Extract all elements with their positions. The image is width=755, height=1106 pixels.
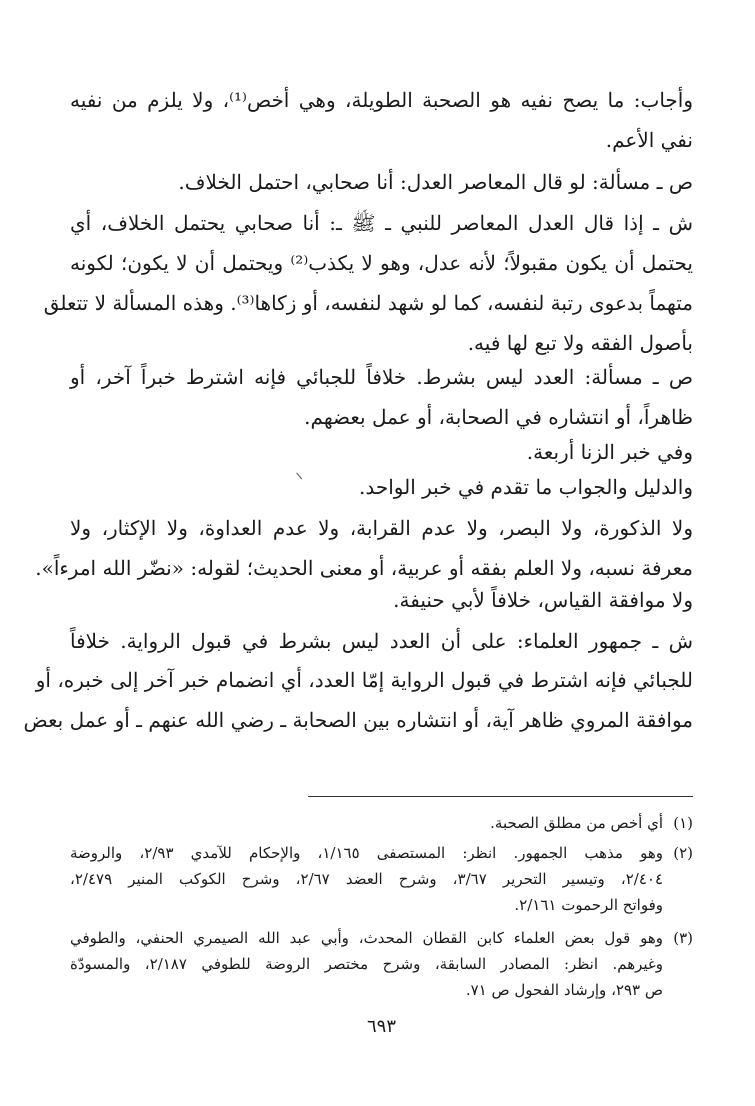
footnote-3-line-1: وهو قول بعض العلماء كابن القطان المحدث، وأبي عبد الله الصيمري الحنفي، والطوفي	[70, 929, 663, 947]
paragraph-5-line-1: وفي خبر الزنا أربعة.	[526, 440, 693, 464]
paragraph-7-line-3: ولا موافقة القياس، خلافاً لأبي حنيفة.	[393, 588, 693, 612]
paragraph-4-line-2: ظاهراً، أو انتشاره في الصحابة، أو عمل بعضهم.	[304, 405, 693, 429]
paragraph-8-line-2: للجبائي فإنه اشترط في قبول الرواية إمّا العدد، أي انضمام خبر آخر إلى خبره، أو	[35, 668, 693, 692]
footnote-2-number: (٢)	[673, 844, 693, 862]
footnote-1-number: (١)	[673, 814, 693, 832]
paragraph-2-line-1: ص ـ مسألة: لو قال المعاصر العدل: أنا صحابي، احتمل الخلاف.	[178, 170, 693, 194]
paragraph-7-line-1: ولا الذكورة، ولا البصر، ولا عدم القرابة، ولا عدم العداوة، ولا الإكثار، ولا	[70, 516, 693, 540]
footnote-2-line-3: وفواتح الرحموت ٢/١٦١.	[514, 896, 663, 914]
paragraph-1-line-1: وأجاب: ما يصح نفيه هو الصحبة الطويلة، وهي أخص⁽¹⁾، ولا يلزم من نفيه	[70, 88, 693, 112]
paragraph-4-line-1: ص ـ مسألة: العدد ليس بشرط. خلافاً للجبائي فإنه اشترط خبراً آخر، أو	[70, 365, 693, 389]
paragraph-6-line-1: والدليل والجواب ما تقدم في خبر الواحد.	[359, 475, 693, 499]
footnote-separator	[308, 796, 693, 797]
page-number: ٦٩٣	[366, 1016, 396, 1037]
paragraph-8-line-3: موافقة المروي ظاهر آية، أو انتشاره بين الصحابة ـ رضي الله عنهم ـ أو عمل بعض	[23, 708, 693, 732]
book-page	[23, 0, 694, 1106]
paragraph-3-line-2: يحتمل أن يكون مقبولاً؛ لأنه عدل، وهو لا يكذب⁽²⁾ ويحتمل أن لا يكون؛ لكونه	[70, 251, 694, 275]
paragraph-7-line-2: معرفة نسبه، ولا العلم بفقه أو عربية، أو معنى الحديث؛ لقوله: «نضّر الله امرءاً».	[35, 556, 693, 580]
paragraph-8-line-1: ش ـ جمهور العلماء: على أن العدد ليس بشرط في قبول الرواية. خلافاً	[70, 629, 693, 653]
paragraph-3-line-3: متهماً بدعوى رتبة لنفسه، كما لو شهد لنفسه، أو زكاها⁽³⁾. وهذه المسألة لا تتعلق	[43, 291, 693, 315]
footnote-3-line-3: ص ٢٩٣، وإرشاد الفحول ص ٧١.	[465, 981, 663, 999]
paragraph-1-line-2: نفي الأعم.	[605, 128, 693, 152]
footnote-2-line-1: وهو مذهب الجمهور. انظر: المستصفى ١/١٦٥، والإحكام للآمدي ٢/٩٣، والروضة	[70, 844, 664, 862]
paragraph-3-line-4: بأصول الفقه ولا تبع لها فيه.	[467, 331, 693, 355]
footnote-1-line-1: أي أخص من مطلق الصحبة.	[490, 814, 663, 832]
paragraph-3-line-1: ش ـ إذا قال العدل المعاصر للنبي ـ ﷺ ـ: أنا صحابي يحتمل الخلاف، أي	[70, 211, 693, 235]
footnote-2-line-2: ٢/٤٠٤، وتيسير التحرير ٣/٦٧، وشرح العضد ٢/٦٧، وشرح الكوكب المنير ٢/٤٧٩،	[70, 870, 663, 888]
footnote-3-number: (٣)	[673, 929, 693, 947]
footnote-3-line-2: وغيرهم. انظر: المصادر السابقة، وشرح مختصر الروضة للطوفي ٢/١٨٧، والمسودّة	[70, 955, 663, 973]
